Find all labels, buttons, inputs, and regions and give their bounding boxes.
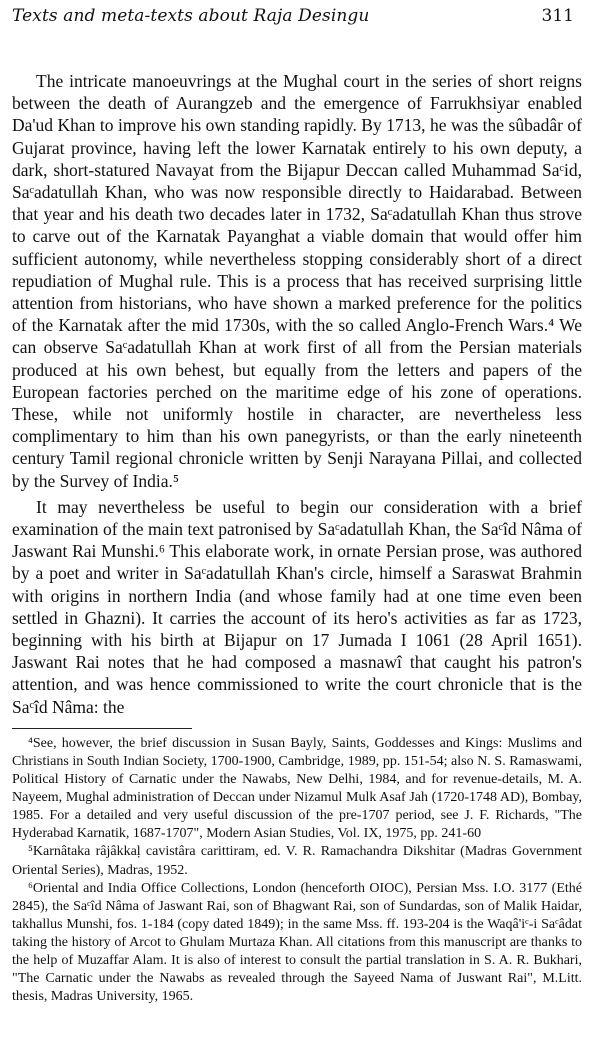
page-number: 311: [541, 6, 574, 26]
footnote-6: ⁶Oriental and India Office Collections, London (henceforth OIOC), Persian Mss. I.O. 3177 (Ethé 2845), the Saᶜîd Nâma of Jaswant Rai, son of Bhagwant Rai, son of Sundardas, son of Malik Haidar, takhallus Munshi, fos. 1-184 (copy dated 1849); in the same Mss. ff. 193-204 is the Waqâ'iᶜ-i Saᶜâdat taking the history of Arcot to Ghulam Murtaza Khan. All citations from this manuscript are thanks to the help of Muzaffar Alam. It is also of interest to consult the partial translation in S. A. R. Bukhari, "The Carnatic under the Nawabs as revealed through the Sayeed Nama of Juswant Rai", M.Litt. thesis, Madras University, 1965.: [12, 880, 582, 1005]
footnote-4: ⁴See, however, the brief discussion in Susan Bayly, Saints, Goddesses and Kings: Muslims and Christians in South Indian Society, 1700-1900, Cambridge, 1989, pp. 151-54; also N. S. Ramaswami, Political History of Carnatic under the Nawabs, New Delhi, 1984, and for revenue-details, M. A. Nayeem, Mughal administration of Deccan under Nizamul Mulk Asaf Jah (1720-1748 AD), Bombay, 1985. For a detailed and very useful discussion of the pre-1707 period, see J. F. Richards, "The Hyderabad Karnatik, 1687-1707", Modern Asian Studies, Vol. IX, 1975, pp. 241-60: [12, 735, 582, 842]
paragraph: The intricate manoeuvrings at the Mughal court in the series of short reigns between the death of Aurangzeb and the emergence of Farrukhsiyar enabled Da'ud Khan to improve his own standing rapidly. By 1713, he was the sûbadâr of Gujarat province, having left the lower Karnatak entirely to his own deputy, a dark, short-statured Navayat from the Bijapur Deccan called Muhammad Saᶜid, Saᶜadatullah Khan, who was now responsible directly to Haidarabad. Between that year and his death two decades later in 1732, Saᶜadatullah Khan thus strove to carve out of the Karnatak Payanghat a viable domain that would offer him sufficient autonomy, while nevertheless stopping considerably short of a direct repudiation of Mughal rule. This is a process that has received surprising little attention from historians, who have shown a marked preference for the politics of the Karnatak after the mid 1730s, with the so called Anglo-French Wars.⁴ We can observe Saᶜadatullah Khan at work first of all from the Persian materials produced at his own behest, but equally from the letters and papers of the European factories perched on the maritime edge of his zone of operations. These, while not uniformly hostile in character, are nevertheless less complimentary to him than his own panegyrists, or than the early nineteenth century Tamil regional chronicle written by Senji Narayana Pillai, and collected by the Survey of India.⁵: [12, 71, 582, 491]
page-header: [12, 6, 582, 34]
main-text: [12, 70, 582, 718]
running-title: Texts and meta-texts about Raja Desingu: [12, 6, 370, 26]
footnotes: [12, 729, 582, 1006]
paragraph: It may nevertheless be useful to begin our consideration with a brief examination of the main text patronised by Saᶜadatullah Khan, the Saᶜîd Nâma of Jaswant Rai Munshi.⁶ This elaborate work, in ornate Persian prose, was authored by a poet and writer in Saᶜadatullah Khan's circle, himself a Saraswat Brahmin with origins in northern India (and whose family had at one time even been settled in Ghazni). It carries the account of its hero's activities as far as 1723, beginning with his birth at Bijapur on 17 Jumada I 1061 (28 April 1651). Jaswant Rai notes that he had composed a masnawî that caught his patron's attention, and was hence commissioned to write the court chronicle that is the Saᶜîd Nâma: the: [12, 496, 582, 717]
footnote-5: ⁵Karnâtaka râjâkkaḷ cavistâra carittiram, ed. V. R. Ramachandra Dikshitar (Madras Government Oriental Series), Madras, 1952.: [12, 844, 582, 878]
